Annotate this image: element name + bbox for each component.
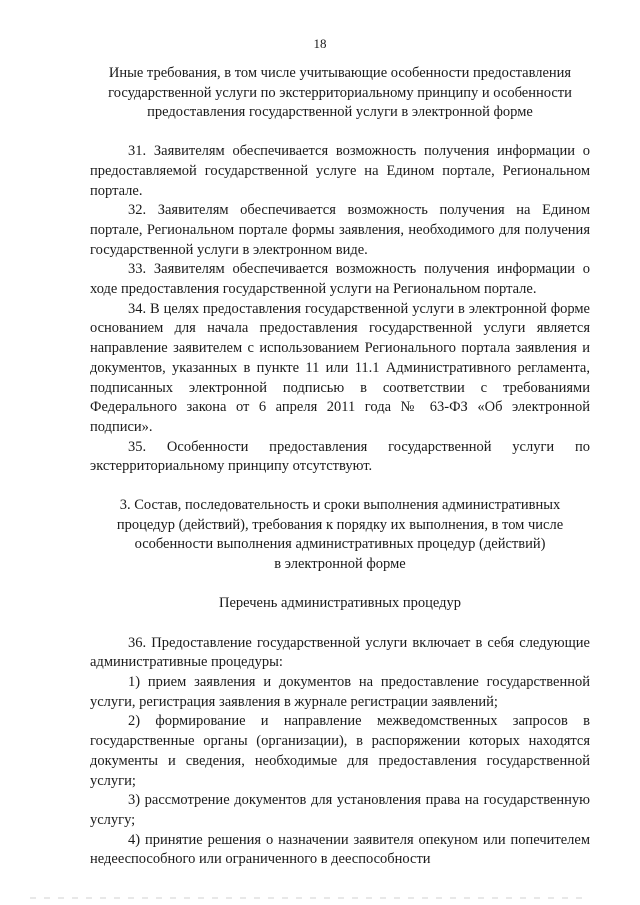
section-heading-line: государственной услуги по экстерриториальному принципу и особенности — [108, 84, 572, 101]
section-3-heading-line: 3. Состав, последовательность и сроки выполнения административных — [119, 497, 561, 514]
scan-artifact — [30, 897, 590, 899]
section-heading — [90, 64, 590, 123]
section-3-heading-line: в электронной форме — [274, 556, 406, 573]
paragraph-34: 34. В целях предоставления государственной услуги в электронной форме основанием для начала предоставления государственной услуги является направление заявителем с использованием Регионального портала заявления и документов, указанных в пункте 11 или 11.1 Административного регламента, подписанных электронной подписью в соответствии с требованиями Федерального закона от 6 апреля 2011 года № 63-ФЗ «Об электронной подписи». — [90, 300, 590, 435]
section-heading-line: предоставления государственной услуги в электронной форме — [147, 104, 533, 121]
section-3-heading-line: процедур (действий), требования к порядку их выполнения, в том числе — [116, 516, 564, 533]
paragraph-35: 35. Особенности предоставления государственной услуги по экстерриториальному принципу отсутствуют. — [90, 438, 590, 475]
paragraph-36: 36. Предоставление государственной услуги включает в себя следующие административные процедуры: — [90, 634, 590, 671]
section-heading-line: Иные требования, в том числе учитывающие особенности предоставления — [108, 65, 572, 81]
list-item-4: 4) принятие решения о назначении заявителя опекуном или попечителем недееспособного или ограниченного в дееспособности — [90, 831, 590, 868]
paragraph-31: 31. Заявителям обеспечивается возможность получения информации о предоставляемой государственной услуге на Едином портале, Региональном портале. — [90, 143, 590, 199]
page-number: 18 — [313, 36, 327, 51]
paragraph-33: 33. Заявителям обеспечивается возможность получения информации о ходе предоставления государственной услуги на Региональном портале. — [90, 261, 590, 298]
paragraph-32: 32. Заявителям обеспечивается возможность получения на Едином портале, Региональном портале формы заявления, необходимого для получения государственной услуги в электронном виде. — [90, 202, 590, 258]
list-item-2: 2) формирование и направление межведомственных запросов в государственные органы (организации), в распоряжении которых находятся документы и сведения, необходимые для предоставления государственной услуги; — [90, 713, 590, 789]
page-content — [90, 64, 590, 870]
section-3-heading — [90, 496, 590, 575]
section-3-heading-line: особенности выполнения административных процедур (действий) — [134, 536, 546, 553]
list-item-1: 1) прием заявления и документов на предоставление государственной услуги, регистрация заявления в журнале регистрации заявлений; — [90, 673, 590, 710]
spacer — [90, 477, 590, 496]
procedures-list-heading: Перечень административных процедур — [219, 594, 461, 611]
list-item-3: 3) рассмотрение документов для установления права на государственную услугу; — [90, 792, 590, 828]
